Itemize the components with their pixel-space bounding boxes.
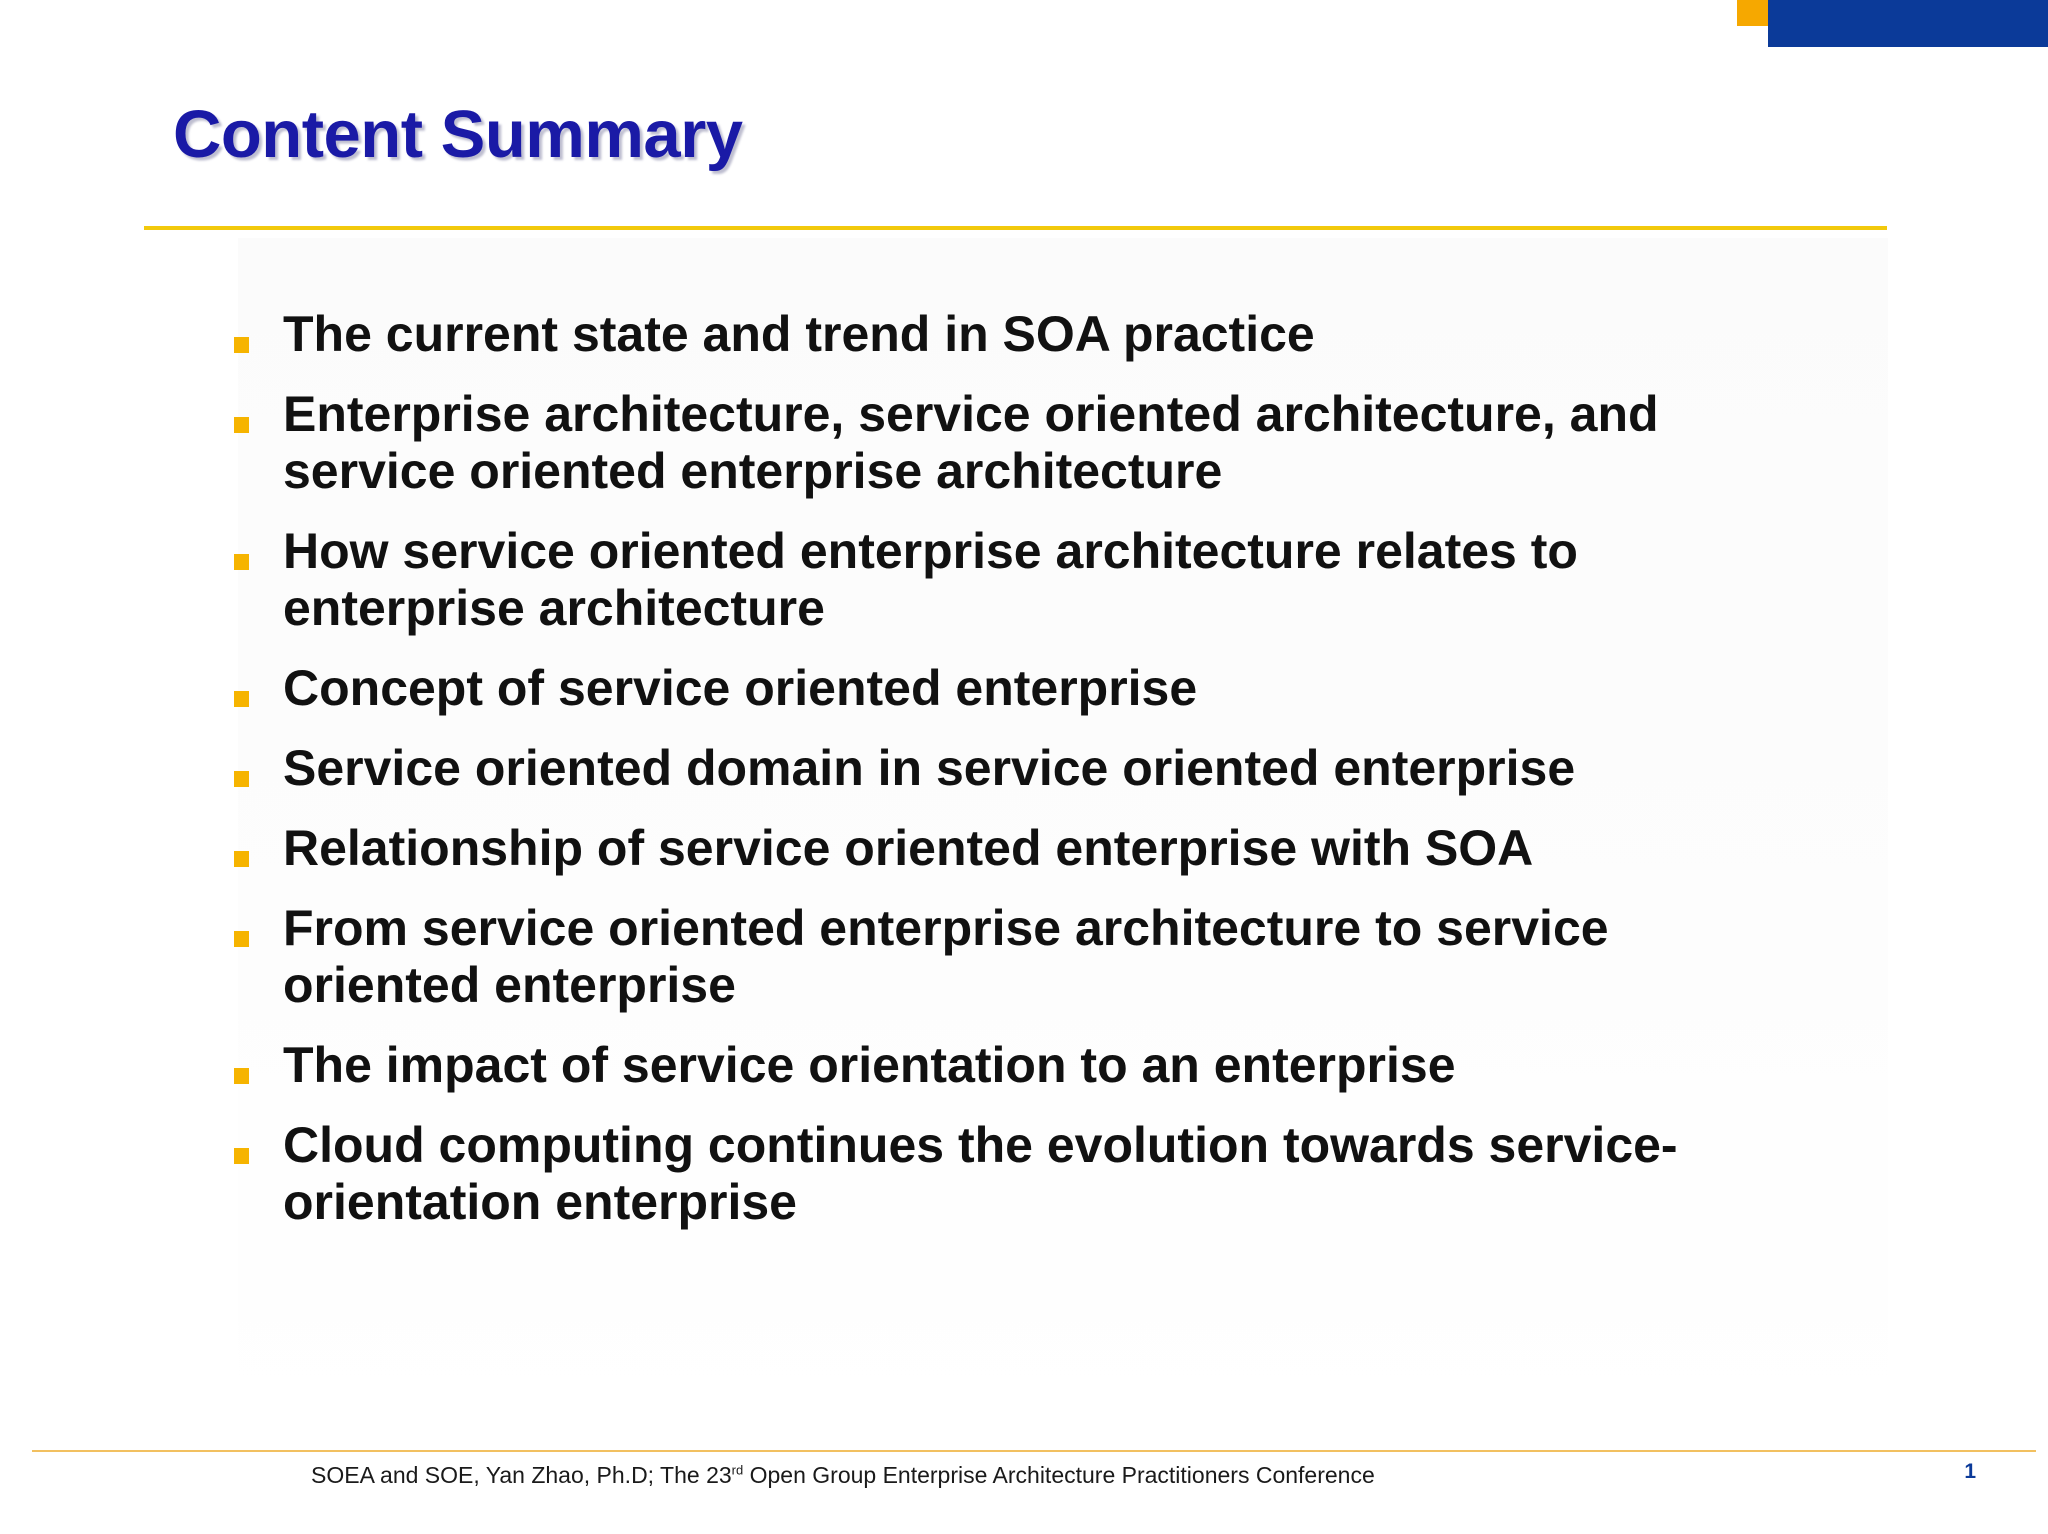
- square-bullet-icon: [234, 554, 249, 570]
- bullet-text: The impact of service orientation to an enterprise: [283, 1037, 1456, 1093]
- title-divider: [144, 226, 1887, 230]
- corner-orange-block: [1737, 0, 1768, 26]
- bullet-item: [232, 1037, 1752, 1094]
- footer-citation: [311, 1462, 1375, 1489]
- bullet-item: [232, 900, 1752, 1014]
- bullet-text: Relationship of service oriented enterprise with SOA: [283, 820, 1534, 876]
- bullet-item: [232, 306, 1752, 363]
- bullet-text: Cloud computing continues the evolution towards service-orientation enterprise: [283, 1117, 1678, 1230]
- page-number: 1: [1964, 1460, 1976, 1483]
- bullet-text: Service oriented domain in service oriented enterprise: [283, 740, 1576, 796]
- bullet-text: From service oriented enterprise architecture to service oriented enterprise: [283, 900, 1609, 1013]
- square-bullet-icon: [234, 851, 249, 867]
- bullet-item: [232, 523, 1752, 637]
- footer-divider: [32, 1450, 2036, 1452]
- bullet-text: How service oriented enterprise architecture relates to enterprise architecture: [283, 523, 1578, 636]
- bullet-text: The current state and trend in SOA practice: [283, 306, 1315, 362]
- bullet-item: [232, 740, 1752, 797]
- square-bullet-icon: [234, 931, 249, 947]
- square-bullet-icon: [234, 691, 249, 707]
- square-bullet-icon: [234, 1068, 249, 1084]
- bullet-item: [232, 1117, 1752, 1231]
- square-bullet-icon: [234, 771, 249, 787]
- square-bullet-icon: [234, 1148, 249, 1164]
- square-bullet-icon: [234, 417, 249, 433]
- corner-blue-bar: [1768, 0, 2048, 47]
- footer-superscript: rd: [731, 1462, 744, 1478]
- bullet-list: [232, 306, 1752, 1254]
- bullet-item: [232, 660, 1752, 717]
- bullet-text: Concept of service oriented enterprise: [283, 660, 1198, 716]
- bullet-item: [232, 820, 1752, 877]
- footer-text-after: Open Group Enterprise Architecture Practitioners Conference: [743, 1462, 1375, 1488]
- bullet-item: [232, 386, 1752, 500]
- footer-text-before: SOEA and SOE, Yan Zhao, Ph.D; The 23: [311, 1462, 732, 1488]
- square-bullet-icon: [234, 337, 249, 353]
- bullet-text: Enterprise architecture, service oriented architecture, and service oriented enterprise architecture: [283, 386, 1659, 499]
- slide-title: Content Summary: [173, 97, 743, 172]
